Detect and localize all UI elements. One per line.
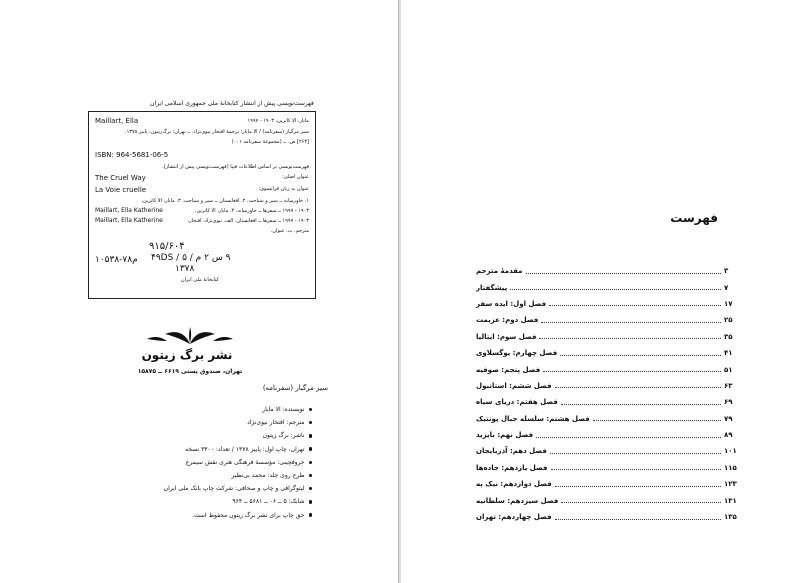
toc-entry	[476, 329, 746, 345]
dot-leader	[555, 486, 721, 487]
toc-entry-label: فصل نهم: بایزید	[476, 431, 534, 440]
credit-item	[92, 509, 312, 522]
bullet-icon	[309, 461, 313, 465]
toc-entry	[476, 345, 746, 361]
credit-text: طرح روی جلد: محمد بی‌نظیر	[231, 471, 305, 479]
dot-leader	[543, 371, 721, 372]
dot-leader	[551, 469, 721, 470]
original-title: The Cruel Way	[95, 174, 146, 182]
credit-text: تهران، چاپ اول: پاییز ۱۳۷۸ / تعداد: ۳۳۰۰ نسخه	[185, 445, 305, 453]
toc-entry-page: ۳	[724, 267, 729, 276]
publisher-address: تهران، صندوق پستی ۶۶۱۹ ــ ۱۵۸۷۵	[137, 368, 243, 375]
credit-item	[92, 495, 312, 508]
toc-entry	[476, 312, 746, 328]
toc-entry-label: فصل دوم: عزیمت	[476, 316, 539, 325]
dot-leader	[561, 502, 721, 503]
toc-entry	[476, 279, 746, 295]
toc-entry-label: فصل پنجم: صوفیه	[476, 365, 541, 374]
toc-entry	[476, 378, 746, 394]
toc-entry	[476, 476, 746, 492]
toc-entry	[476, 509, 746, 525]
credit-text: مترجم: افتخار نیوی‌نژاد	[247, 419, 305, 427]
dot-leader	[541, 322, 721, 323]
national-library: کتابخانهٔ ملی ایران	[181, 277, 219, 283]
toc-entry-page: ۱۳۵	[724, 513, 737, 522]
author-fa: مایار، الا کاترین، ۱۹۰۳ - ۱۹۹۷	[247, 118, 309, 124]
dot-leader	[550, 453, 721, 454]
bullet-icon	[309, 434, 313, 438]
toc-entry	[476, 460, 746, 476]
dot-leader	[536, 437, 721, 438]
title-line: سیر مرگبار (سفرنامه) / الا مایار؛ ترجمهٔ افتخار نیوی‌نژاد. ــ تهران: برگ‌زیتون، پاییز ۱۳۷۸.	[125, 129, 309, 135]
toc-entry-label: فصل یازدهم: جاده‌ها	[476, 463, 548, 472]
credit-item	[92, 403, 312, 416]
translator-label: مترجم. ب. عنوان.	[270, 228, 309, 234]
credit-item	[92, 482, 312, 495]
french-title: La Voie cruelle	[95, 186, 147, 194]
olive-leaf-logo-icon	[145, 326, 235, 346]
national-number: م۷۸-۱۰۵۳۸	[95, 255, 138, 265]
dot-leader	[549, 305, 721, 306]
dot-leader	[539, 338, 721, 339]
credit-item	[92, 443, 312, 456]
dot-leader	[510, 289, 721, 290]
toc-entry-label: فصل اول: ایده سفر	[476, 299, 547, 308]
cip-record-box	[88, 111, 316, 299]
toc-entry-label: فصل دوازدهم: نیک په	[476, 480, 552, 489]
toc-entry	[476, 296, 746, 312]
toc-entry-page: ۱۲۳	[724, 480, 737, 489]
credits-list	[92, 403, 312, 522]
credit-item	[92, 469, 312, 482]
dot-leader	[555, 519, 721, 520]
toc-entry-page: ۷۹	[724, 414, 733, 423]
publisher-name: نشر برگ زیتون	[141, 348, 233, 362]
toc-entry-label: فصل ششم: استانبول	[476, 381, 552, 390]
subject-1: ۱. خاورمیانه ــ سیر و سیاحت. ۲. افغانستان ــ سیر و سیاحت. ۳. مایار، الا کاترین،	[141, 198, 309, 204]
toc-entry-label: فصل چهاردهم: تهران	[476, 513, 552, 522]
toc-entry-page: ۱۳۱	[724, 496, 737, 505]
credit-item	[92, 416, 312, 429]
fipa-note: فهرست‌نویسی بر اساس اطلاعات فیپا (فهرست‌نویسی پیش از انتشار).	[162, 164, 309, 170]
bullet-icon	[309, 408, 313, 412]
toc-entry-label: پیشگفتار	[476, 283, 508, 292]
subject-2-fa: ۱۹۰۳ - ۱۹۹۷ ــ سفرها ــ خاورمیانه. ۴. مایار، الا کاترین،	[194, 208, 309, 214]
right-page	[401, 0, 802, 583]
subject-3-latin: Maillart, Ella Katherine	[95, 217, 163, 224]
toc-entry-page: ۱۷	[724, 299, 733, 308]
toc-entry	[476, 443, 746, 459]
toc-entry-page: ۴۱	[724, 349, 733, 358]
dot-leader	[555, 387, 721, 388]
toc-entry-page: ۱۱۵	[724, 463, 737, 472]
toc-entry-label: فصل هشتم: سلسله جبال پونتیک	[476, 414, 590, 423]
toc-entry-page: ۶۳	[724, 381, 733, 390]
toc-entry-label: فصل سوم: ایتالیا	[476, 332, 537, 341]
dot-leader	[526, 273, 721, 274]
credit-text: ناشر: برگ زیتون	[262, 432, 305, 440]
dewey-number: ۹۱۵/۶۰۴	[149, 241, 185, 252]
toc-entry-label: مقدمهٔ مترجم	[476, 267, 523, 276]
bullet-icon	[309, 421, 313, 425]
credit-text: حروفچینی: مؤسسهٔ فرهنگی هنری نقش سیمرغ	[185, 458, 305, 466]
dot-leader	[560, 355, 721, 356]
credit-text: نویسنده: الا مایار	[262, 406, 305, 413]
french-title-label: عنوان به زبان فرانسوی:	[258, 186, 309, 192]
left-page	[0, 0, 399, 583]
toc-entry-page: ۵۱	[724, 365, 733, 374]
toc-entry	[476, 492, 746, 508]
bullet-icon	[309, 513, 313, 517]
toc-entry-page: ۸۹	[724, 431, 733, 440]
cip-caption: فهرست‌نویسی پیش از انتشار کتابخانهٔ ملی جمهوری اسلامی ایران	[150, 100, 314, 107]
toc-entry-page: ۶۹	[724, 398, 733, 407]
toc-entry-label: فصل دهم: آذربایجان	[476, 447, 547, 456]
toc-entry	[476, 394, 746, 410]
credit-text: حق چاپ برای نشر برگ زیتون محفوظ است.	[192, 511, 305, 519]
subject-2-latin: Maillart, Ella Katherine	[95, 207, 163, 214]
toc-entry-page: ۷	[724, 283, 729, 292]
table-of-contents	[476, 263, 746, 525]
subject-3-fa: ۱۹۰۳ - ۱۹۹۷ ــ سفرها ــ افغانستان. الف. نیوی‌نژاد، افتخار،	[187, 218, 309, 224]
book-title: سیر مرگبار (سفرنامه)	[262, 384, 328, 392]
toc-entry	[476, 361, 746, 377]
toc-entry-label: فصل سیزدهم: سلطانیه	[476, 496, 559, 505]
toc-entry-label: فصل هفتم: دریای سیاه	[476, 398, 558, 407]
credit-text: لیتوگرافی و چاپ و صحافی: شرکت چاپ بانک ملی ایران	[163, 485, 305, 493]
author-latin: Maillart, Ella	[95, 117, 139, 125]
toc-entry-page: ۱۰۱	[724, 447, 737, 456]
toc-entry-label: فصل چهارم: یوگسلاوی	[476, 349, 558, 358]
lc-number: ۹ س ۲ م / ۵ / ۴۹DS	[151, 253, 231, 263]
toc-entry	[476, 263, 746, 279]
dot-leader	[593, 420, 721, 421]
bullet-icon	[309, 500, 313, 504]
pages-line: [۲۶۳] ص. ــ (مجموعهٔ سفرنامه ۰۰۱)	[231, 139, 309, 145]
toc-entry	[476, 411, 746, 427]
credit-item	[92, 429, 312, 442]
credit-item	[92, 456, 312, 469]
toc-entry-page: ۲۵	[724, 316, 733, 325]
lc-year: ۱۳۷۸	[175, 264, 195, 274]
credit-text: شابک: ۵ ــ ۰۶ ــ ۵۶۸۱ ــ ۹۶۴	[232, 498, 305, 506]
bullet-icon	[309, 487, 313, 491]
isbn: ISBN: 964-5681-06-5	[95, 151, 169, 159]
bullet-icon	[309, 447, 313, 451]
original-title-label: عنوان اصلی:	[282, 174, 309, 180]
toc-entry	[476, 427, 746, 443]
toc-heading: فهرست	[670, 211, 718, 225]
bullet-icon	[309, 474, 313, 478]
dot-leader	[561, 404, 721, 405]
toc-entry-page: ۳۵	[724, 332, 733, 341]
